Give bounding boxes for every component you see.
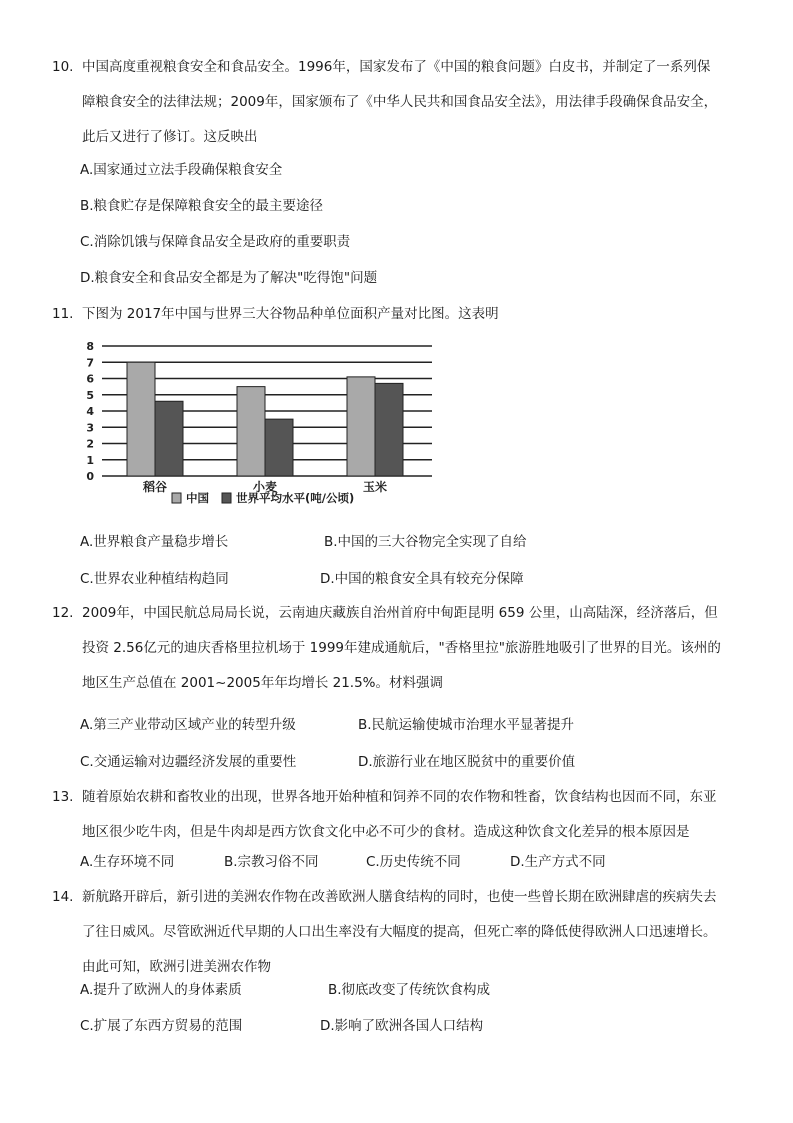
option-d[interactable]: D.中国的粮食安全具有较充分保障 [320,571,524,587]
stem-line: 由此可知，欧洲引进美洲农作物 [82,959,271,975]
stem-line: 障粮食安全的法律法规；2009年，国家颁布了《中华人民共和国食品安全法》，用法律手段确保食品安全， [82,94,718,110]
stem-line: 下图为 2017年中国与世界三大谷物品种单位面积产量对比图。这表明 [82,306,499,322]
option-d[interactable]: D.粮食安全和食品安全都是为了解决"吃得饱"问题 [80,270,378,286]
question-13 [52,780,762,850]
bar-china [237,387,265,476]
option-c[interactable]: C.历史传统不同 [366,854,461,870]
x-tick-label: 稻谷 [142,480,168,494]
chart-svg [82,336,442,516]
option-a[interactable]: A.国家通过立法手段确保粮食安全 [80,162,283,178]
stem-line: 投资 2.56亿元的迪庆香格里拉机场于 1999年建成通航后，"香格里拉"旅游胜地吸引了世界的目光。该州的 [82,640,721,656]
y-tick-label: 6 [86,372,94,386]
stem-line: 了往日威风。尽管欧洲近代早期的人口出生率没有大幅度的提高，但死亡率的降低使得欧洲人口迅速增长。 [82,924,717,940]
option-c[interactable]: C.扩展了东西方贸易的范围 [80,1018,243,1034]
stem-line: 中国高度重视粮食安全和食品安全。1996年，国家发布了《中国的粮食问题》白皮书，并制定了一系列保 [82,59,711,75]
option-b[interactable]: B.彻底改变了传统饮食构成 [328,982,491,998]
question-stem [82,880,762,985]
question-stem [82,780,762,850]
y-tick-label: 4 [86,405,94,418]
stem-line: 地区生产总值在 2001~2005年年均增长 21.5%。材料强调 [82,675,443,691]
y-tick-label: 0 [86,470,94,483]
option-a[interactable]: A.第三产业带动区域产业的转型升级 [80,717,296,733]
question-10 [52,50,762,155]
question-number: 12. [52,605,74,621]
legend-swatch [172,493,181,503]
question-stem [82,297,762,332]
x-tick-label: 小麦 [252,480,278,494]
stem-line: 此后又进行了修订。这反映出 [82,129,258,145]
y-tick-label: 3 [86,421,94,435]
stem-line: 新航路开辟后，新引进的美洲农作物在改善欧洲人膳食结构的同时，也使一些曾长期在欧洲肆虐的疾病失去 [82,889,717,905]
option-c[interactable]: C.世界农业种植结构趋同 [80,571,229,587]
bar-china [127,362,155,476]
stem-line: 2009年，中国民航总局局长说，云南迪庆藏族自治州首府中甸距昆明 659 公里，山高陆深，经济落后，但 [82,605,718,621]
question-11 [52,297,762,332]
option-b[interactable]: B.民航运输使城市治理水平显著提升 [358,717,575,733]
bar-china [347,377,375,476]
option-b[interactable]: B.宗教习俗不同 [224,854,319,870]
bar-world [265,419,293,476]
option-b[interactable]: B.粮食贮存是保障粮食安全的最主要途径 [80,198,324,214]
question-stem [82,50,762,155]
y-tick-label: 1 [86,453,94,467]
question-stem [82,596,762,701]
question-number: 14. [52,889,74,905]
option-a[interactable]: A.世界粮食产量稳步增长 [80,534,229,550]
stem-line: 地区很少吃牛肉，但是牛肉却是西方饮食文化中必不可少的食材。造成这种饮食文化差异的根本原因是 [82,824,690,840]
yield-bar-chart [82,336,442,516]
option-d[interactable]: D.生产方式不同 [510,854,606,870]
option-c[interactable]: C.交通运输对边疆经济发展的重要性 [80,754,297,770]
legend-label: 中国 [186,491,209,505]
option-a[interactable]: A.生存环境不同 [80,854,175,870]
option-d[interactable]: D.旅游行业在地区脱贫中的重要价值 [358,754,576,770]
y-tick-label: 8 [86,340,94,353]
question-12 [52,596,762,701]
option-b[interactable]: B.中国的三大谷物完全实现了自给 [324,534,527,550]
question-number: 10. [52,59,74,75]
y-tick-label: 7 [86,356,94,370]
legend-swatch [222,493,231,503]
stem-line: 随着原始农耕和畜牧业的出现，世界各地开始种植和饲养不同的农作物和牲畜，饮食结构也因而不同，东亚 [82,789,717,805]
option-a[interactable]: A.提升了欧洲人的身体素质 [80,982,242,998]
question-number: 13. [52,789,74,805]
option-d[interactable]: D.影响了欧洲各国人口结构 [320,1018,484,1034]
bar-world [155,401,183,476]
y-tick-label: 2 [86,437,94,451]
question-14 [52,880,762,985]
legend-label: 世界平均水平(吨/公顷) [236,491,355,505]
x-tick-label: 玉米 [362,480,388,494]
y-tick-label: 5 [86,388,94,402]
bar-world [375,383,403,476]
option-c[interactable]: C.消除饥饿与保障食品安全是政府的重要职责 [80,234,351,250]
question-number: 11. [52,306,74,322]
